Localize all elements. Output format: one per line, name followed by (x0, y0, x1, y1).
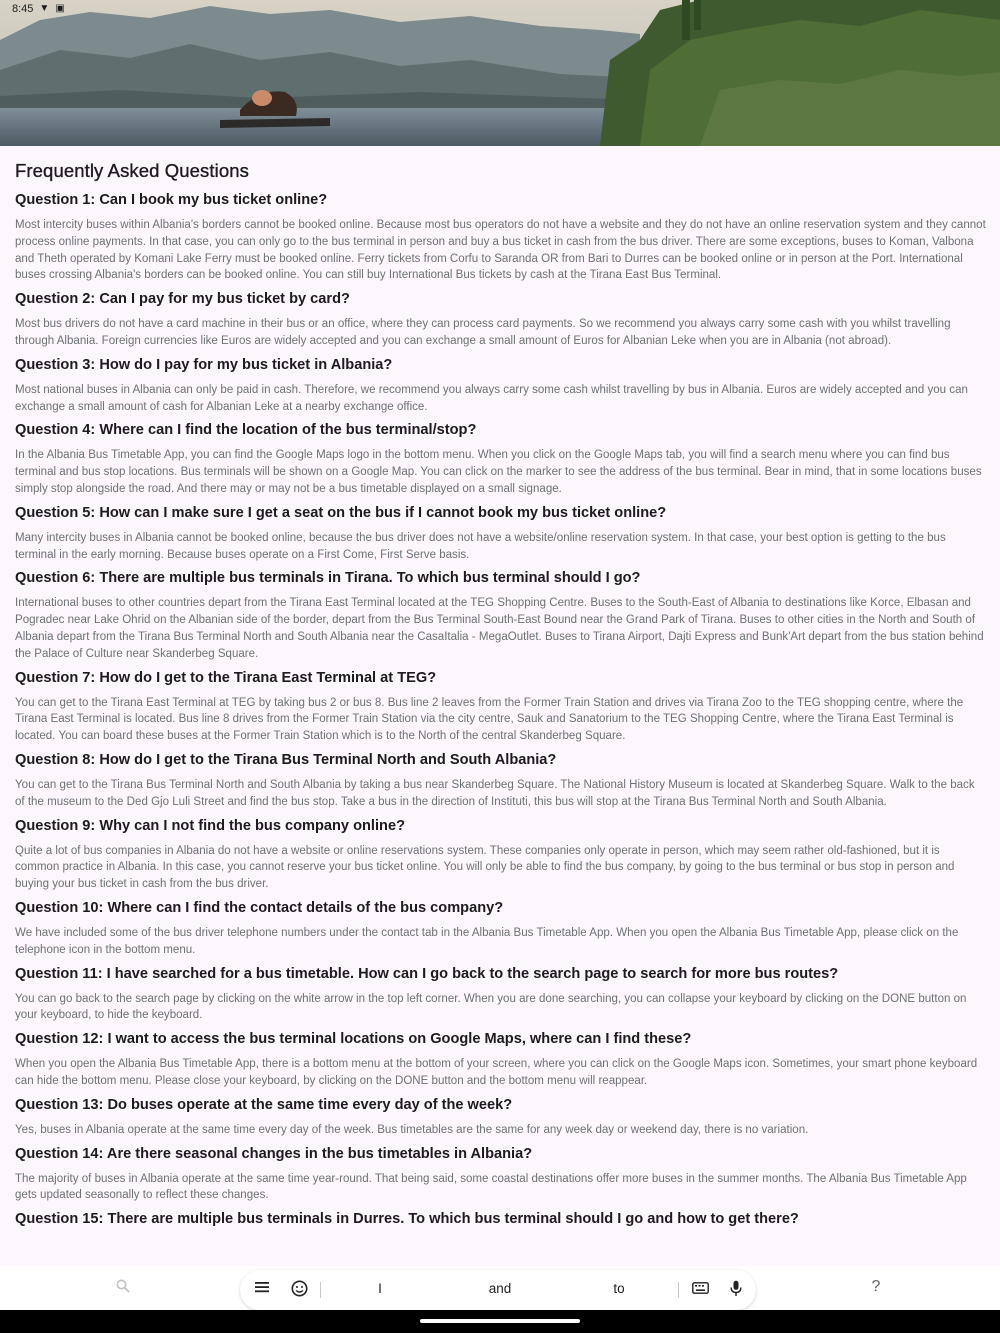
lake-landscape-illustration (0, 0, 1000, 146)
faq-answer-4: In the Albania Bus Timetable App, you can find the Google Maps logo in the bottom menu. When you click on the Google Maps tab, you will find a search menu where you can find bus terminal and bus stop locations. Bus terminals will be shown on a Google Map. You can click on the marker to see the address of the bus terminal. Bear in mind, that in some locations buses simply stop alongside the road. And there may or may not be a bus timetable displayed on a small signage. (15, 449, 982, 495)
faq-answer-10: We have included some of the bus driver telephone numbers under the contact tab in the Albania Bus Timetable App. When you open the Albania Bus Timetable App, please click on the telephone icon in the bottom menu. (15, 926, 959, 956)
toolbar-divider (678, 1282, 679, 1298)
shield-icon: ▼ (39, 3, 50, 14)
faq-question-4: Question 4: Where can I find the location of the bus terminal/stop? (15, 422, 477, 439)
mic-icon[interactable] (725, 1280, 747, 1300)
faq-answer-8: You can get to the Tirana Bus Terminal North and South Albania by taking a bus near Skanderbeg Square. The National History Museum is located at Skanderbeg Square. Walk to the back of the museum to the Ded Gjo Luli Street and find the bus stop. Take a bus in the direction of Instituti, this bus will stop at the Tirana Bus Terminal North and South Albania. (15, 778, 975, 808)
status-bar (12, 2, 65, 16)
faq-question-2: Question 2: Can I pay for my bus ticket by card? (15, 291, 350, 308)
faq-answer-5: Many intercity buses in Albania cannot be booked online, because the bus driver does not have a website/online reservation system. In that case, your best option is getting to the bus terminal in the early morning. Because buses operate on a First Come, First Serve basis. (15, 531, 946, 561)
suggestion-2[interactable]: and (488, 1281, 512, 1296)
faq-answer-7: You can get to the Tirana East Terminal at TEG by taking bus 2 or bus 8. Bus line 2 leaves from the Former Train Station and drives via Tirana Zoo to the TEG shopping centre, where the Tirana East Terminal is located. Bus line 8 drives from the Former Train Station via the city centre, Sauk and Sanatorium to the TEG Shopping Centre, where the Tirana East Terminal is located. You can board these buses at the Former Train Station which is to the North of the central Skanderbeg Square. (15, 696, 964, 743)
faq-answer-3: Most national buses in Albania can only be paid in cash. Therefore, we recommend you always carry some cash whilst travelling by bus in Albania. Euros are widely accepted and you can exchange a small amount of cash for Albanian Leke at a nearby exchange office. (15, 383, 968, 413)
faq-question-8: Question 8: How do I get to the Tirana Bus Terminal North and South Albania? (15, 751, 557, 768)
menu-icon[interactable] (251, 1280, 273, 1300)
faq-answer-11: You can go back to the search page by clicking on the white arrow in the top left corner. When you are done searching, you can collapse your keyboard by clicking on the DONE button on your keyboard, to hide the keyboard. (15, 992, 967, 1022)
faq-answer-12: When you open the Albania Bus Timetable App, there is a bottom menu at the bottom of your screen, where you can click on the Google Maps icon. Sometimes, your smart phone keyboard can hide the bottom menu. Please close your keyboard, by clicking on the DONE button and the bottom menu will reappear. (15, 1058, 978, 1087)
toolbar-divider (320, 1282, 321, 1298)
faq-content[interactable] (15, 160, 987, 1266)
faq-question-1: Question 1: Can I book my bus ticket online? (15, 192, 328, 208)
home-gesture-handle[interactable] (420, 1319, 580, 1323)
faq-question-9: Question 9: Why can I not find the bus company online? (15, 817, 405, 834)
faq-answer-9: Quite a lot of bus companies in Albania do not have a website or online reservations system. These companies only operate in person, which may seem rather old-fashioned, but it is common practice in Albania. In this case, you cannot reserve your bus ticket online. You will only be able to find the bus company, by going to the bus terminal or bus stop in person and buying your bus ticket in cash from the bus driver. (15, 844, 955, 891)
faq-answer-14: The majority of buses in Albania operate at the same time year-round. That being said, some coastal destinations offer more buses in the summer months. The Albania Bus Timetable App gets updated seasonally to reflect these changes. (15, 1172, 967, 1202)
page-title: Frequently Asked Questions (15, 160, 249, 181)
system-nav-bar (0, 1310, 1000, 1333)
emoji-icon[interactable] (288, 1280, 310, 1300)
faq-answer-13: Yes, buses in Albania operate at the same time every day of the week. Bus timetables are the same for any week day or weekend day, there is no variation. (15, 1123, 809, 1136)
faq-question-12: Question 12: I want to access the bus terminal locations on Google Maps, where can I find these? (15, 1031, 692, 1048)
search-icon[interactable] (116, 1279, 134, 1297)
a-badge-icon: ▣ (55, 3, 65, 14)
suggestion-1[interactable]: I (378, 1281, 382, 1296)
keyboard-icon[interactable] (689, 1280, 711, 1300)
faq-question-13: Question 13: Do buses operate at the same time every day of the week? (15, 1096, 513, 1113)
faq-question-5: Question 5: How can I make sure I get a seat on the bus if I cannot book my bus ticket online? (15, 504, 667, 521)
faq-question-7: Question 7: How do I get to the Tirana East Terminal at TEG? (15, 669, 437, 686)
keyboard-toolbar (240, 1270, 756, 1310)
faq-question-10: Question 10: Where can I find the contact details of the bus company? (15, 899, 504, 916)
faq-answer-2: Most bus drivers do not have a card machine in their bus or an office, where they can process card payments. So we recommend you always carry some cash with you whilst travelling through Albania. Foreign currencies like Euros are widely accepted and you can exchange a small amount of Euros for Albanian Leke when you are in Albania (not abroad). (15, 318, 951, 347)
faq-question-3: Question 3: How do I pay for my bus ticket in Albania? (15, 356, 393, 373)
faq-answer-1: Most intercity buses within Albania's borders cannot be booked online. Because most bus operators do not have a website and they do not have an online reservation system and they cannot process online payments. In that case, you can only go to the bus terminal in person and buy a bus ticket in cash from the bus driver. There are some exceptions, buses to Koman, Valbona and Theth operated by Komani Lake Ferry must be booked online. Ferry tickets from Corfu to Saranda OR from Bari to Durres can be booked online or in person at the Port. International buses crossing Albania's borders can be booked online. You can still buy International Bus tickets by cash at the Tirana East Bus Terminal. (15, 219, 986, 282)
hero-image (0, 0, 1000, 146)
faq-question-15: Question 15: There are multiple bus terminals in Durres. To which bus terminal should I go and how to get there? (15, 1211, 799, 1228)
help-button[interactable]: ? (871, 1278, 881, 1295)
suggestion-3[interactable]: to (613, 1281, 625, 1296)
faq-question-14: Question 14: Are there seasonal changes in the bus timetables in Albania? (15, 1145, 533, 1162)
status-time: 8:45 (12, 3, 34, 15)
faq-answer-6: International buses to other countries depart from the Tirana East Terminal located at the TEG Shopping Centre. Buses to the South-East of Albania to destinations like Korce, Elbasan and Pogradec near Lake Ohrid on the Albanian side of the border, depart from the Bus Terminal South-East Bound near the Grand Park of Tirana. Buses to other cities in the North and South of Albania depart from the Tirana Bus Terminal North and South Albania near the CasaItalia - MegaOutlet. Buses to Tirana Airport, Dajti Express and Bunk'Art depart from the bus station behind the Palace of Culture near Skanderbeg Square. (15, 597, 984, 660)
faq-question-6: Question 6: There are multiple bus terminals in Tirana. To which bus terminal should I go? (15, 570, 641, 587)
keyboard-suggestion-strip (0, 1266, 1000, 1310)
faq-question-11: Question 11: I have searched for a bus timetable. How can I go back to the search page to search for more bus routes? (15, 965, 839, 982)
